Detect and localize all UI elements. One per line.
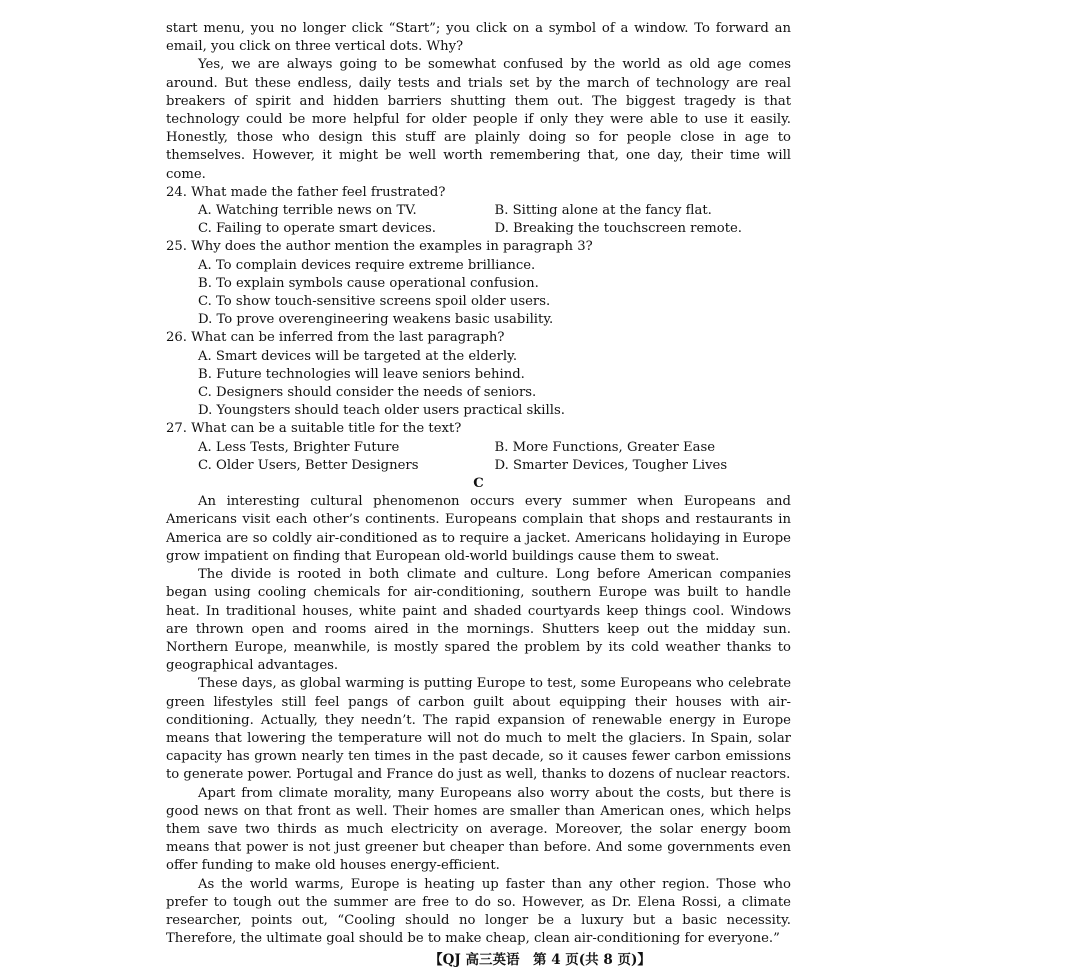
passage-c-paragraph: As the world warms, Europe is heating up faster than any other region. Those who prefer to tough out the summer are free to do so. However, as Dr. Elena Rossi, a climate researcher, points out, “Cooling should no longer be a luxury but a basic necessity. Therefore, the ultimate goal should be to make cheap, clean air-conditioning for everyone.” — [166, 876, 791, 947]
option: C. To show touch-sensitive screens spoil older users. — [198, 294, 551, 310]
option: A. Watching terrible news on TV. — [198, 203, 417, 219]
option: C. Failing to operate smart devices. — [198, 221, 436, 237]
option: A. Less Tests, Brighter Future — [198, 439, 400, 455]
option: D. To prove overengineering weakens basic usability. — [198, 312, 554, 328]
option: D. Youngsters should teach older users practical skills. — [198, 403, 565, 419]
question-stem: 26. What can be inferred from the last paragraph? — [166, 330, 505, 346]
section-heading: C — [473, 476, 484, 492]
option: A. To complain devices require extreme brilliance. — [198, 257, 536, 273]
options-list — [166, 257, 791, 330]
passage-b-paragraph: start menu, you no longer click “Start”; you click on a symbol of a window. To forward an email, you click on three vertical dots. Why? — [166, 21, 791, 55]
passage-b-paragraph: Yes, we are always going to be somewhat confused by the world as old age comes around. But these endless, daily tests and trials set by the march of technology are real breakers of spirit and hidden barriers shutting them out. The biggest tragedy is that technology could be more helpful for older people if only they were able to use it easily. Honestly, those who design this stuff are plainly doing so for people close in age to themselves. However, it might be well worth remembering that, one day, their time will come. — [166, 57, 791, 182]
options-list — [166, 348, 791, 421]
option: C. Older Users, Better Designers — [198, 457, 419, 473]
options-list — [166, 202, 791, 238]
option: B. Sitting alone at the fancy flat. — [494, 203, 712, 219]
page-footer: 【QJ 高三英语 第 4 页(共 8 页)】 — [429, 952, 651, 968]
passage-c-paragraph: Apart from climate morality, many Europeans also worry about the costs, but there is good news on that front as well. Their homes are smaller than American ones, which helps them save two thirds as much electricity on average. Moreover, the solar energy boom means that power is not just greener but cheaper than before. And some governments even offer funding to make old houses energy-efficient. — [166, 785, 791, 874]
option: B. More Functions, Greater Ease — [494, 439, 716, 455]
passage-c-paragraph: The divide is rooted in both climate and culture. Long before American companies began using cooling chemicals for air-conditioning, southern Europe was built to handle heat. In traditional houses, white paint and shaded courtyards keep things cool. Windows are thrown open and rooms aired in the mornings. Shutters keep out the midday sun. Northern Europe, meanwhile, is mostly spared the problem by its cold weather thanks to geographical advantages. — [166, 567, 791, 674]
options-list — [166, 439, 791, 475]
option: A. Smart devices will be targeted at the elderly. — [198, 348, 518, 364]
option: D. Smarter Devices, Tougher Lives — [494, 457, 728, 473]
passage-c-paragraph: An interesting cultural phenomenon occurs every summer when Europeans and Americans visit each other’s continents. Europeans complain that shops and restaurants in America are so coldly air-conditioned as to require a jacket. Americans holidaying in Europe grow impatient on finding that European old-world buildings cause them to sweat. — [166, 494, 791, 564]
option: B. Future technologies will leave seniors behind. — [198, 366, 525, 382]
option: B. To explain symbols cause operational confusion. — [198, 275, 539, 291]
question-stem: 25. Why does the author mention the examples in paragraph 3? — [166, 239, 593, 255]
passage-c-paragraph: These days, as global warming is putting Europe to test, some Europeans who celebrate green lifestyles still feel pangs of carbon guilt about equipping their houses with air-conditioning. Actually, they needn’t. The rapid expansion of renewable energy in Europe means that lowering the temperature will not do much to melt the glaciers. In Spain, solar capacity has grown nearly ten times in the past decade, so it causes fewer carbon emissions to generate power. Portugal and France do just as well, thanks to dozens of nuclear reactors. — [166, 676, 791, 783]
option: D. Breaking the touchscreen remote. — [494, 221, 742, 237]
exam-page — [166, 20, 791, 948]
option: C. Designers should consider the needs of seniors. — [198, 385, 537, 401]
question-stem: 24. What made the father feel frustrated? — [166, 184, 446, 200]
question-stem: 27. What can be a suitable title for the text? — [166, 421, 462, 437]
